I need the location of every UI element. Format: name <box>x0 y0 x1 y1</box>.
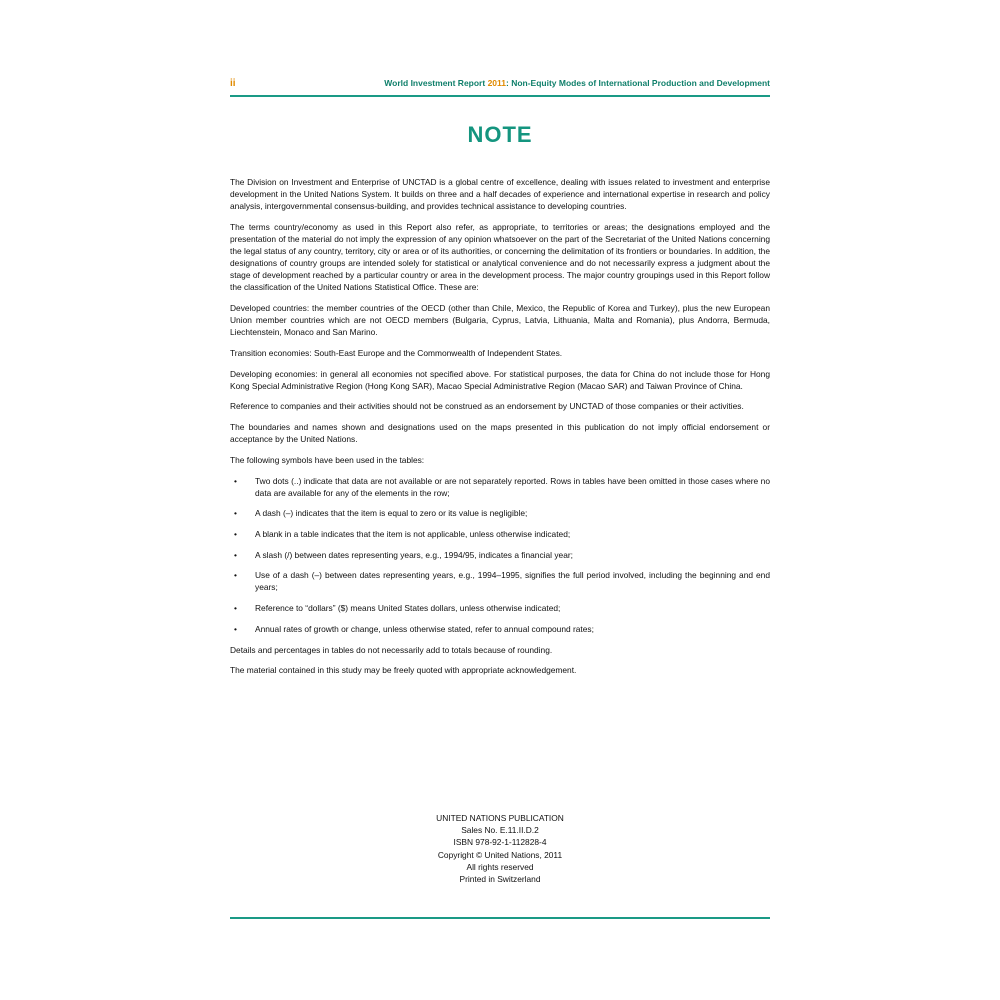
header-rule <box>230 95 770 97</box>
copyright: Copyright © United Nations, 2011 <box>437 849 563 860</box>
paragraph-division: The Division on Investment and Enterprise of UNCTAD is a global centre of excellence, dealing with issues related to investment and enterprise development in the United Nations System. It builds on three and a half decades of experience and international expertise in research and policy analysis, intergovernmental consensus-building, and provides technical assistance to developing countries. <box>230 177 770 212</box>
report-title-prefix: World Investment Report <box>384 78 488 88</box>
symbols-list <box>230 475 770 635</box>
printed-in: Printed in Switzerland <box>459 874 541 885</box>
list-item: • A blank in a table indicates that the item is not applicable, unless otherwise indicated; <box>234 529 571 539</box>
paragraph-developing: Developing economies: in general all economies not specified above. For statistical purposes, the data for China do not include those for Hong Kong Special Administrative Region (Hong Kong SAR), Macao Special Administrative Region (Macao SAR) and Taiwan Province of China. <box>230 368 770 391</box>
paragraph-terms: The terms country/economy as used in this Report also refer, as appropriate, to territories or areas; the designations employed and the presentation of the material do not imply the expression of any opinion whatsoever on the part of the Secretariat of the United Nations concerning the legal status of any country, territory, city or area or of its authorities, or concerning the delimitation of its frontiers or boundaries. In addition, the designations of country groups are intended solely for statistical or analytical convenience and do not necessarily express a judgment about the stage of development reached by a particular country or area in the development process. The major country groupings used in this Report follow the classification of the United Nations Statistical Office. These are: <box>230 221 770 293</box>
page-number: ii <box>230 78 236 89</box>
paragraph-quotation: The material contained in this study may be freely quoted with appropriate acknowledgement. <box>230 665 577 676</box>
running-title <box>384 78 770 88</box>
list-item: • A dash (–) indicates that the item is equal to zero or its value is negligible; <box>234 508 528 519</box>
list-item: • A slash (/) between dates representing years, e.g., 1994/95, indicates a financial year; <box>234 549 573 560</box>
bullet-icon: • <box>234 623 237 634</box>
sales-number: Sales No. E.11.II.D.2 <box>461 825 539 836</box>
bullet-icon: • <box>234 603 237 614</box>
bullet-icon: • <box>234 549 237 560</box>
list-item: • Use of a dash (–) between dates representing years, e.g., 1994–1995, signifies the full period involved, including the beginning and end years; <box>234 570 770 593</box>
publication-info <box>380 812 620 885</box>
paragraph-developed: Developed countries: the member countries of the OECD (other than Chile, Mexico, the Republic of Korea and Turkey), plus the new European Union member countries which are not OECD members (Bulgaria, Cyprus, Latvia, Lithuania, Malta and Romania), plus Andorra, Bermuda, Liechtenstein, Monaco and San Marino. <box>230 303 770 338</box>
isbn: ISBN 978-92-1-112828-4 <box>453 837 547 848</box>
list-item: • Annual rates of growth or change, unless otherwise stated, refer to annual compound rates; <box>234 623 594 634</box>
bullet-icon: • <box>234 570 237 581</box>
running-header <box>230 78 770 94</box>
paragraph-symbols-intro: The following symbols have been used in the tables: <box>230 454 425 465</box>
note-body <box>230 176 770 685</box>
report-subtitle: : Non-Equity Modes of International Production and Development <box>506 78 770 88</box>
report-year: 2011 <box>487 78 507 88</box>
paragraph-boundaries: The boundaries and names shown and designations used on the maps presented in this publication do not imply official endorsement or acceptance by the United Nations. <box>230 422 770 445</box>
paragraph-transition: Transition economies: South-East Europe and the Commonwealth of Independent States. <box>230 347 563 358</box>
list-item: • Reference to “dollars” ($) means United States dollars, unless otherwise indicated; <box>234 603 561 614</box>
page-title: NOTE <box>467 122 533 147</box>
publication-line: UNITED NATIONS PUBLICATION <box>436 813 564 823</box>
footer-rule <box>230 917 770 919</box>
paragraph-companies: Reference to companies and their activities should not be construed as an endorsement by UNCTAD of those companies or their activities. <box>230 401 744 412</box>
bullet-icon: • <box>234 475 237 486</box>
list-item: • Two dots (..) indicate that data are not available or are not separately reported. Rows in tables have been omitted in those cases where no data are available for any of the elements in the row; <box>234 475 770 498</box>
paragraph-rounding: Details and percentages in tables do not necessarily add to totals because of rounding. <box>230 644 553 655</box>
bullet-icon: • <box>234 508 237 519</box>
bullet-icon: • <box>234 529 237 539</box>
rights: All rights reserved <box>466 861 534 872</box>
